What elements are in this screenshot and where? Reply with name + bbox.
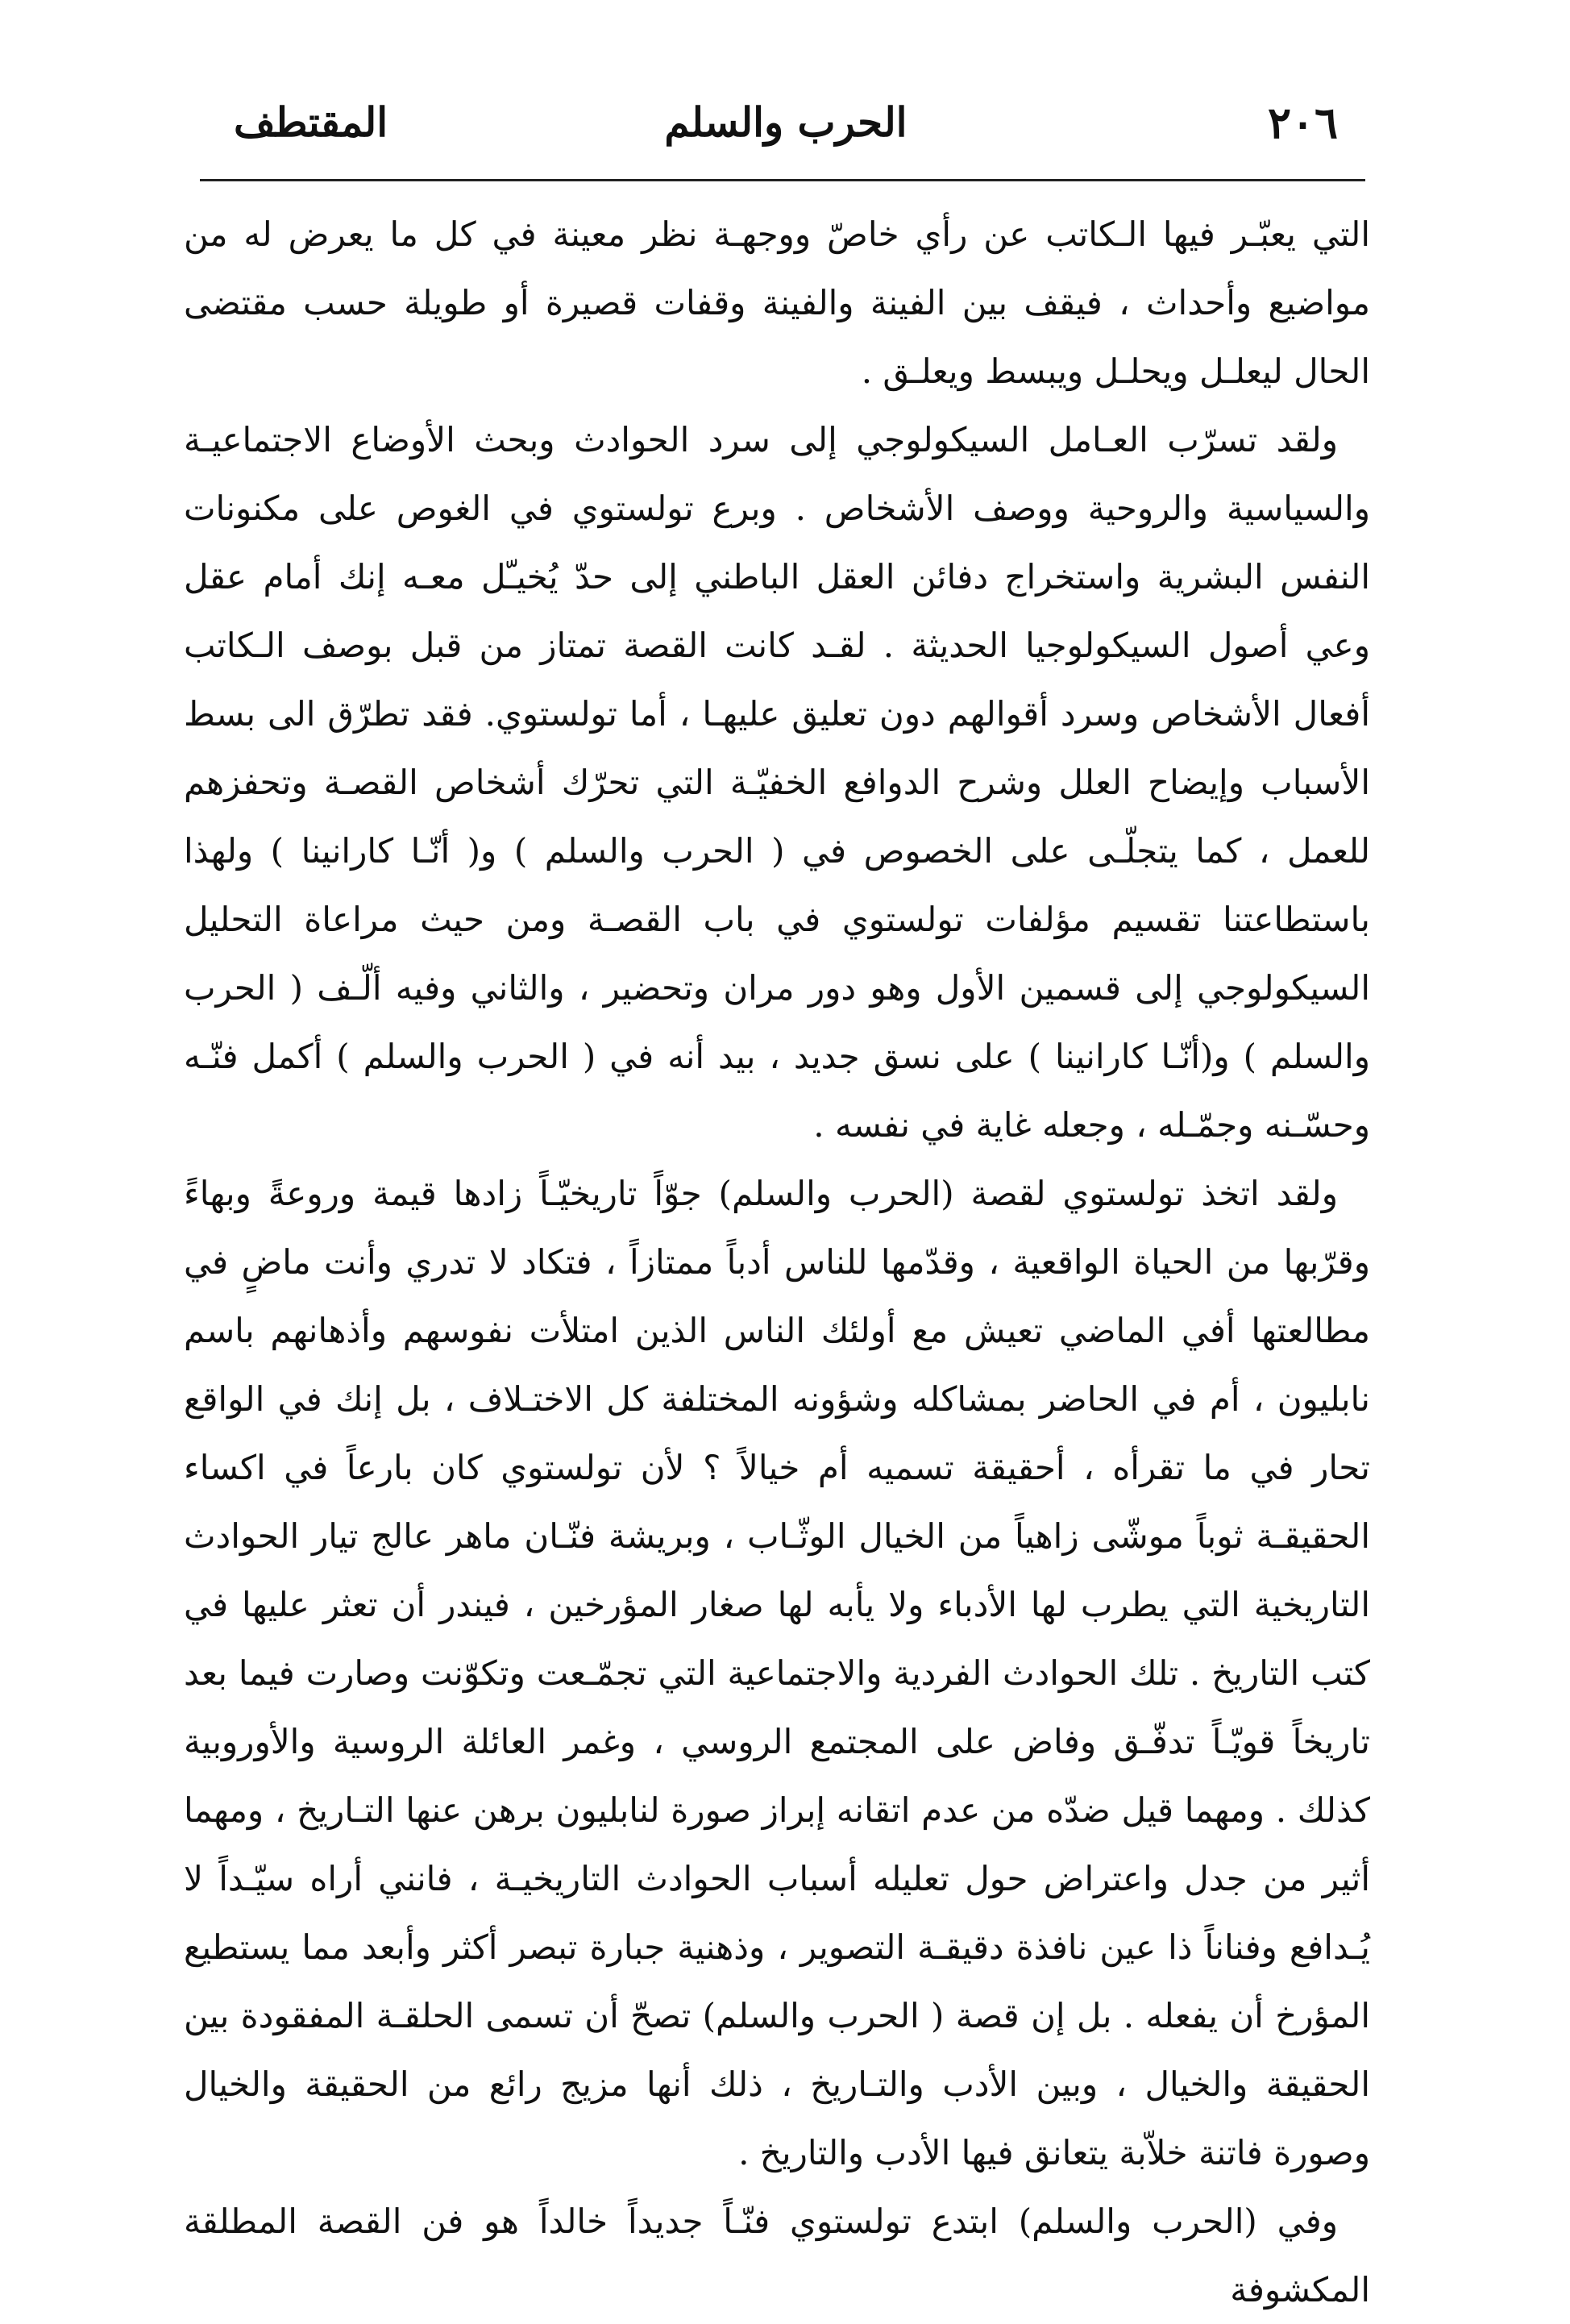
- paragraph: ولقد تسرّب العـامل السيكولوجي إلى سرد الحوادث وبحث الأوضاع الاجتماعيـة والسياسية والروحية ووصف الأشخاص . وبرع تولستوي في الغوص على مكنونات النفس البشرية واستخراج دفائن العقل الباطني إلى حدّ يُخيـّل معـه إنك أمام عقل وعي أصول السيكولوجيا الحديثة . لقـد كانت القصة تمتاز من قبل بوصف الـكاتب أفعال الأشخاص وسرد أقوالهم دون تعليق عليهـا ، أما تولستوي. فقد تطرّق الى بسط الأسباب وإيضاح العلل وشرح الدوافع الخفيّـة التي تحرّك أشخاص القصـة وتحفزهم للعمل ، كما يتجلّـى على الخصوص في ( الحرب والسلم ) و( أنّـا كارانينا ) ولهذا باستطاعتنا تقسيم مؤلفات تولستوي في باب القصـة ومن حيث مراعاة التحليل السيكولوجي إلى قسمين الأول وهو دور مران وتحضير ، والثاني وفيه ألّـف ( الحرب والسلم ) و(أنّـا كارانينا ) على نسق جديد ، بيد أنه في ( الحرب والسلم ) أكمل فنّـه وحسّـنه وجمّـله ، وجعله غاية في نفسه .: [184, 420, 1371, 1145]
- running-header: [234, 90, 1338, 155]
- header-title: الحرب والسلم: [664, 98, 908, 146]
- page-number: ٢٠٦: [1267, 97, 1338, 148]
- paragraph-continuation: التي يعبّـر فيها الـكاتب عن رأي خاصّ ووجهـة نظر معينة في كل ما يعرض له من مواضيع وأحداث ، فيقف بين الفينة والفينة وقفات قصيرة أو طويلة حسب مقتضى الحال ليعلـل ويحلـل ويبسط ويعلـق .: [184, 214, 1370, 391]
- paragraph: ولقد اتخذ تولستوي لقصة (الحرب والسلم) جوّاً تاريخيّـاً زادها قيمة وروعةً وبهاءً وقرّبها من الحياة الواقعية ، وقدّمها للناس أدباً ممتازاً ، فتكاد لا تدري وأنت ماضٍ في مطالعتها أفي الماضي تعيش مع أولئك الناس الذين امتلأت نفوسهم وأذهانهم باسم نابليون ، أم في الحاضر بمشاكله وشؤونه المختلفة كل الاختـلاف ، بل إنك في الواقع تحار في ما تقرأه ، أحقيقة تسميه أم خيالاً ؟ لأن تولستوي كان بارعاً في اكساء الحقيقـة ثوباً موشّى زاهياً من الخيال الوثّـاب ، وبريشة فنّـان ماهر عالج تيار الحوادث التاريخية التي يطرب لها الأدباء ولا يأبه لها صغار المؤرخين ، فيندر أن تعثر عليها في كتب التاريخ . تلك الحوادث الفردية والاجتماعية التي تجمّـعت وتكوّنت وصارت فيما بعد تاريخاً قويّـاً تدفّـق وفاض على المجتمع الروسي ، وغمر العائلة الروسية والأوروبية كذلك . ومهما قيل ضدّه من عدم اتقانه إبراز صورة لنابليون برهن عنها التـاريخ ، ومهما أثير من جدل واعتراض حول تعليله أسباب الحوادث التاريخيـة ، فانني أراه سيّـداً لا يُـدافع وفناناً ذا عين نافذة دقيقـة التصوير ، وذهنية جبارة تبصر أكثر وأبعد مما يستطيع المؤرخ أن يفعله . بل إن قصة ( الحرب والسلم) تصحّ أن تسمى الحلقـة المفقودة بين الحقيقة والخيال ، وبين الأدب والتـاريخ ، ذلك أنها مزيج رائع من الحقيقة والخيال وصورة فاتنة خلاّبة يتعانق فيها الأدب والتاريخ .: [184, 1174, 1370, 2172]
- journal-name: المقتطف: [234, 98, 388, 146]
- header-divider: [200, 179, 1365, 181]
- article-body: [184, 200, 1370, 2324]
- paragraph: وفي (الحرب والسلم) ابتدع تولستوي فنّـاً جديداً خالداً هو فن القصة المطلقة المكشوفة: [184, 2201, 1370, 2309]
